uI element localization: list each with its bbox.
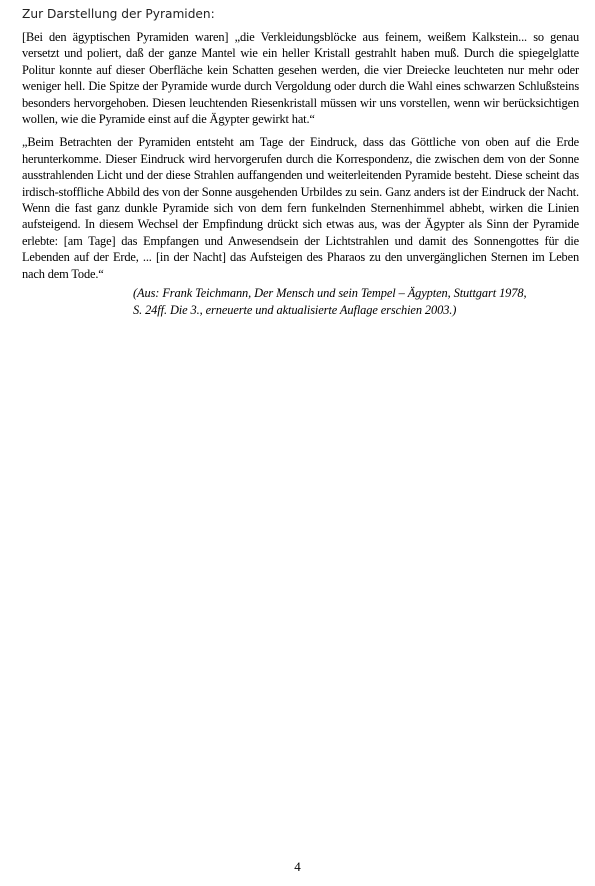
document-page xyxy=(22,6,579,318)
citation-line-1: (Aus: Frank Teichmann, Der Mensch und sein Tempel – Ägypten, Stuttgart 1978, xyxy=(133,286,527,301)
source-citation xyxy=(133,285,579,318)
section-heading: Zur Darstellung der Pyramiden: xyxy=(22,7,215,21)
page-number: 4 xyxy=(294,859,301,874)
quote-paragraph-2: „Beim Betrachten der Pyramiden entsteht am Tage der Eindruck, dass das Göttliche von oben auf die Erde herunterkomme. Dieser Eindruck wird hervorgerufen durch die Korrespondenz, die zwischen dem von der Sonne ausstrahlenden Licht und der diese Strahlen auffangenden und weiterleitenden Pyramide besteht. Diese scheint das irdisch-stoffliche Abbild des von der Sonne ausgehenden Urbildes zu sein. Ganz anders ist der Eindruck der Nacht. Wenn die fast ganz dunkle Pyramide sich von dem fern funkelnden Sternenhimmel abhebt, wirken die Linien aufsteigend. In diesem Wechsel der Empfindung drückt sich etwas aus, was der Ägypter als Sinn der Pyramide erlebte: [am Tage] das Empfangen und Anwesendsein der Lichtstrahlen und damit des Sonnengottes für die Lebenden auf der Erde, ... [in der Nacht] das Aufsteigen des Pharaos zu den unvergänglichen Sternen im Leben nach dem Tode.“ xyxy=(22,135,579,281)
quote-paragraph-1: [Bei den ägyptischen Pyramiden waren] „die Verkleidungsblöcke aus feinem, weißem Kalkstein... so genau versetzt und poliert, daß der ganze Mantel wie ein heller Kristall gestrahlt haben muß. Durch die spiegelglatte Politur konnte auf dieser Oberfläche kein Schatten gesehen werden, die vier Dreiecke leuchteten nur mehr oder weniger hell. Die Spitze der Pyramide wurde durch Vergoldung oder durch die Wahl eines schwarzen Schlußsteins besonders hervorgehoben. Diesen leuchtenden Riesenkristall müssen wir uns vorstellen, wenn wir berücksichtigen wollen, wie die Pyramide einst auf die Ägypter gewirkt hat.“ xyxy=(22,30,579,127)
citation-line-2: S. 24ff. Die 3., erneuerte und aktualisierte Auflage erschien 2003.) xyxy=(133,302,457,317)
